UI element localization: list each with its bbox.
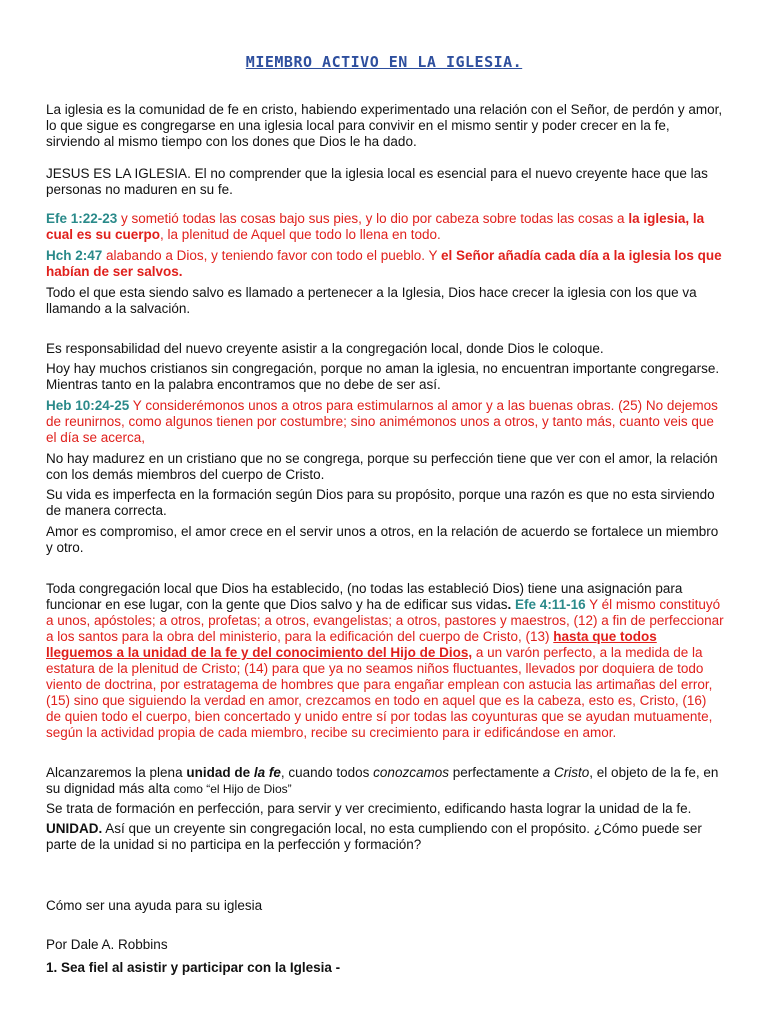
text-bold: unidad de bbox=[186, 765, 254, 780]
paragraph-hoy: Hoy hay muchos cristianos sin congregación, porque no aman la iglesia, no encuentran importante congregarse. Mientras tanto en la palabra encontramos que no debe de ser así. bbox=[46, 361, 720, 392]
verse-text: Y considerémonos unos a otros para estimularnos al amor y a las buenas obras. (25) No dejemos de reunirnos, como algunos tienen por costumbre; sino animémonos unos a otros, y tanto más, cuanto veis que el día se acerca, bbox=[46, 398, 718, 445]
paragraph-text: Toda congregación local que Dios ha establecido, (no todas las estableció Dios) tiene una asignación para funcionar en ese lugar, con la gente que Dios salvo y ha de edificar sus vidas bbox=[46, 581, 683, 612]
text: , el objeto de la fe, en su dignidad más alta bbox=[46, 765, 719, 796]
paragraph-salvo: Todo el que esta siendo salvo es llamado a pertenecer a la Iglesia, Dios hace crecer la iglesia con los que va llamando a la salvación. bbox=[46, 285, 697, 316]
page-title: MIEMBRO ACTIVO EN LA IGLESIA. bbox=[245, 53, 523, 71]
verse-efe-1 bbox=[46, 211, 724, 243]
verse-highlight: la iglesia, la cual es su cuerpo bbox=[46, 211, 705, 242]
text: Alcanzaremos la plena bbox=[46, 765, 187, 780]
text-bold: UNIDAD. bbox=[46, 821, 103, 836]
list-item-1: 1. Sea fiel al asistir y participar con la Iglesia - bbox=[46, 960, 341, 975]
author-line: Por Dale A. Robbins bbox=[46, 937, 168, 952]
paragraph-text: Así que un creyente sin congregación local, no esta cumpliendo con el propósito. ¿Cómo puede ser parte de la unidad si no participa en la perfección y formación? bbox=[46, 821, 702, 852]
text-italic: a Cristo bbox=[542, 765, 590, 780]
verse-reference: Heb 10:24-25 bbox=[46, 398, 130, 413]
verse-reference: Efe 1:22-23 bbox=[46, 211, 118, 226]
paragraph-unidad bbox=[46, 821, 724, 853]
verse-text: alabando a Dios, y teniendo favor con todo el pueblo. Y bbox=[102, 248, 442, 263]
verse-text: a un varón perfecto, a la medida de la estatura de la plenitud de Cristo; (14) para que ya no seamos niños fluctuantes, llevados por doquiera de todo viento de doctrina, por estratagema de hombres que para engañar emplean con astucia las artimañas del error, (15) sino que siguiendo la verdad en amor, crezcamos en todo en aquel que es la cabeza, esto es, Cristo, (16) de quien todo el cuerpo, bien concertado y unido entre sí por todas las coyunturas que se ayudan mutuamente, según la actividad propia de cada miembro, recibe su crecimiento para ir edificándose en amor. bbox=[46, 645, 713, 740]
verse-text: , la plenitud de Aquel que todo lo llena en todo. bbox=[160, 227, 441, 242]
paragraph-congregacion-local bbox=[46, 581, 724, 741]
text: perfectamente bbox=[448, 765, 543, 780]
paragraph-amor: Amor es compromiso, el amor crece en el servir unos a otros, en la relación de acuerdo se fortalece un miembro y otro. bbox=[46, 524, 719, 555]
paragraph-formacion: Se trata de formación en perfección, para servir y ver crecimiento, edificando hasta lograr la unidad de la fe. bbox=[46, 801, 692, 816]
paragraph-text: . bbox=[507, 597, 516, 612]
verse-reference: Efe 4:11-16 bbox=[515, 597, 586, 612]
paragraph-responsabilidad: Es responsabilidad del nuevo creyente asistir a la congregación local, donde Dios le coloque. bbox=[46, 341, 604, 356]
paragraph-madurez: No hay madurez en un cristiano que no se congrega, porque su perfección tiene que ver con el amor, la relación con los demás miembros del cuerpo de Cristo. bbox=[46, 451, 718, 482]
paragraph-intro: La iglesia es la comunidad de fe en cristo, habiendo experimentado una relación con el Señor, de perdón y amor, lo que sigue es congregarse en una iglesia local para convivir en el mismo sentir y poder crecer en la fe, sirviendo al mismo tiempo con los dones que Dios le ha dado. bbox=[46, 102, 723, 149]
verse-text: y sometió todas las cosas bajo sus pies, y lo dio por cabeza sobre todas las cosas a bbox=[117, 211, 629, 226]
paragraph-unidad-fe bbox=[46, 765, 724, 797]
paragraph-imperfecta: Su vida es imperfecta en la formación según Dios para su propósito, porque una razón es que no esta sirviendo de manera correcta. bbox=[46, 487, 715, 518]
text-bold-italic: la fe bbox=[253, 765, 281, 780]
verse-hch-2 bbox=[46, 248, 724, 280]
verse-heb-10 bbox=[46, 398, 724, 446]
verse-reference: Hch 2:47 bbox=[46, 248, 103, 263]
text-italic: conozcamos bbox=[373, 765, 449, 780]
paragraph-jesus-iglesia: JESUS ES LA IGLESIA. El no comprender que la iglesia local es esencial para el nuevo creyente hace que las personas no maduren en su fe. bbox=[46, 166, 708, 197]
text: , cuando todos bbox=[280, 765, 374, 780]
section-heading: Cómo ser una ayuda para su iglesia bbox=[46, 898, 263, 913]
text-small: como “el Hijo de Dios” bbox=[173, 782, 292, 796]
verse-highlight: el Señor añadía cada día a la iglesia los que habían de ser salvos. bbox=[46, 248, 722, 279]
verse-text: Y él mismo constituyó a unos, apóstoles; a otros, profetas; a otros, evangelistas; a otros, pastores y maestros, (12) a fin de perfeccionar a los santos para la obra del ministerio, para la edificación del cuerpo de Cristo, (13) bbox=[46, 597, 724, 644]
verse-highlight: hasta que todos lleguemos a la unidad de la fe y del conocimiento del Hijo de Dios, bbox=[46, 629, 657, 660]
